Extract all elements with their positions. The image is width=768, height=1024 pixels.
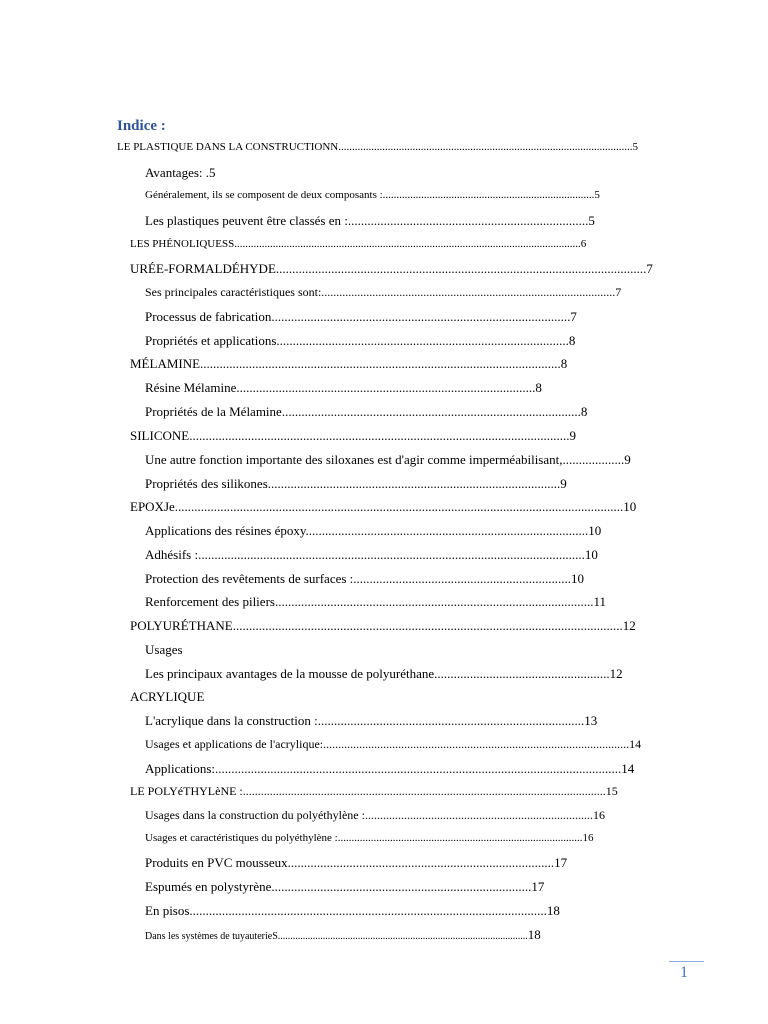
toc-entry-page: 14 [621, 761, 635, 776]
dot-leader: ................................................................... [353, 571, 572, 586]
dot-leader: .................................................................................................. [274, 594, 594, 609]
dot-leader: ............................................................................ [364, 808, 593, 822]
toc-entry-page: 5 [588, 213, 595, 228]
toc-entry-title: LES PHÉNOLIQUESS [130, 238, 235, 250]
toc-entry[interactable] [145, 666, 644, 682]
toc-entry-title: Protection des revêtements de surfaces : [145, 571, 354, 586]
dot-leader: ............................................................................................................. [192, 903, 547, 918]
dot-leader: ............................................................................................ [236, 380, 536, 395]
toc-entry[interactable] [130, 689, 330, 705]
toc-entry-title: Ses principales caractéristiques sont: [145, 285, 322, 299]
toc-entry[interactable] [145, 213, 637, 229]
toc-entry[interactable] [145, 380, 614, 396]
dot-leader: .......................................................................................... [276, 333, 569, 348]
toc-entry-page: 16 [592, 808, 605, 822]
toc-entry-page: 6 [580, 238, 587, 250]
toc-entry[interactable] [145, 927, 656, 943]
toc-entry-title: URÉE-FORMALDÉHYDE [130, 261, 276, 276]
dot-leader: .................................................................................................. [321, 285, 616, 299]
toc-entry-page: 18 [527, 927, 541, 942]
toc-entry[interactable] [145, 452, 654, 468]
toc-entry-title: Renforcement des piliers [145, 594, 275, 609]
toc-entry[interactable] [145, 523, 614, 539]
toc-entry[interactable] [145, 309, 621, 325]
dot-leader: ................................................................................ [271, 879, 532, 894]
toc-entry-title: ACRYLIQUE [130, 689, 205, 704]
dot-leader: ....................................................................................... [305, 523, 589, 538]
toc-entry-page: 5 [594, 189, 600, 201]
toc-entry-page: 9 [569, 428, 576, 443]
toc-entry-page: 7 [570, 309, 577, 324]
toc-entry[interactable] [130, 238, 674, 251]
toc-entry[interactable] [145, 903, 609, 919]
toc-entry-title: Avantages: .5 [145, 165, 216, 180]
toc-entry[interactable] [145, 333, 608, 349]
toc-entry-title: MÉLAMINE [130, 356, 201, 371]
toc-entry-title: Applications: [145, 761, 216, 776]
toc-entry-page: 15 [605, 784, 618, 798]
toc-entry[interactable] [145, 879, 605, 895]
toc-entry[interactable] [145, 476, 596, 492]
toc-entry[interactable] [130, 499, 671, 515]
toc-entry[interactable] [145, 165, 345, 181]
dot-leader: ......................................................................................................................... [242, 784, 606, 798]
toc-entry-title: Les plastiques peuvent être classés en : [145, 213, 348, 228]
toc-entry[interactable] [145, 189, 639, 202]
footer-divider [669, 961, 704, 962]
toc-entry-title: Adhésifs : [145, 547, 199, 562]
toc-entry-page: 8 [560, 356, 568, 371]
toc-entry-page: 5 [632, 141, 638, 153]
dot-leader: .................................................................................. [287, 855, 555, 870]
dot-leader: .................................................................................................... [277, 931, 528, 942]
toc-entry-title: POLYURÉTHANE [130, 618, 233, 633]
toc-entry[interactable] [145, 642, 245, 658]
dot-leader: ....................................................................................................................... [198, 547, 585, 562]
toc-entry-page: 10 [623, 499, 637, 514]
toc-entry-page: 12 [622, 618, 636, 633]
toc-entry-title: L'acrylique dans la construction : [145, 713, 318, 728]
toc-entry-page: 7 [646, 261, 653, 276]
toc-entry-page: 9 [624, 452, 631, 467]
toc-entry-page: 17 [531, 879, 545, 894]
toc-entry[interactable] [117, 141, 703, 154]
toc-entry[interactable] [130, 618, 686, 634]
toc-entry[interactable] [145, 547, 655, 563]
toc-entry-page: 13 [584, 713, 598, 728]
toc-entry-title: Usages et applications de l'acrylique: [145, 737, 324, 751]
toc-entry-page: 18 [546, 903, 560, 918]
dot-leader: ................... [562, 452, 625, 467]
toc-entry-title: Usages [145, 642, 183, 657]
toc-entry[interactable] [130, 356, 620, 372]
toc-entry-title: Usages et caractéristiques du polyéthylène : [145, 832, 338, 844]
dot-leader: ........................................................................................... [285, 404, 581, 419]
toc-entry[interactable] [145, 832, 658, 845]
dot-leader: .......................................................................... [347, 213, 589, 228]
toc-entry-page: 14 [629, 737, 642, 751]
toc-entry-title: Généralement, ils se composent de deux composants : [145, 189, 383, 201]
dot-leader: .................................................................................. [317, 713, 585, 728]
toc-entry[interactable] [145, 713, 636, 729]
toc-entry[interactable] [145, 808, 644, 822]
dot-leader: ...................................................... [434, 666, 610, 681]
toc-entry-page: 11 [593, 594, 606, 609]
toc-entry-title: Propriétés des silikones [145, 476, 268, 491]
toc-entry-title: Propriétés de la Mélamine. [145, 404, 286, 419]
toc-entry-title: EPOXJe [130, 499, 175, 514]
toc-entry-page: 10 [571, 571, 585, 586]
dot-leader: ............................................................................. [382, 189, 595, 201]
toc-entry[interactable] [145, 571, 604, 587]
toc-entry-title: Propriétés et applications [145, 333, 277, 348]
toc-entry-title: Espumés en polystyrène [145, 879, 272, 894]
toc-entry-page: 8 [580, 404, 588, 419]
dot-leader: .......................................................................................... [267, 476, 561, 491]
dot-leader: ..................................................................................................................... [189, 428, 570, 443]
dot-leader: ............................................................................................................... [200, 356, 561, 371]
toc-entry-title: Dans les systèmes de tuyauterieS [145, 931, 278, 942]
dot-leader: .................................................................................................................. [275, 261, 647, 276]
dot-leader: .............................................................................................................................. [234, 238, 581, 250]
toc-entry-page: 8 [535, 380, 542, 395]
dot-leader: ......................................................................................... [337, 832, 583, 844]
toc-entry-title: Usages dans la construction du polyéthylène : [145, 808, 365, 822]
toc-entry-page: 12 [609, 666, 623, 681]
toc-entry[interactable] [145, 404, 607, 420]
toc-entry-title: Applications des résines époxy [145, 523, 306, 538]
toc-entry[interactable] [145, 855, 608, 871]
toc-entry-title: Les principaux avantages de la mousse de polyuréthane [145, 666, 435, 681]
toc-entry-page: 9 [560, 476, 567, 491]
toc-entry-title: SILICONE [130, 428, 190, 443]
toc-entry-title: LE POLYéTHYLèNE : [130, 784, 243, 798]
toc-entry-title: Processus de fabrication [145, 309, 272, 324]
toc-entry-title: Produits en PVC mousseux [145, 855, 288, 870]
toc-entry[interactable] [145, 737, 658, 751]
dot-leader: ............................................................................................................................. [215, 761, 622, 776]
toc-entry[interactable] [130, 784, 649, 798]
toc-entry-title: Résine Mélamine [145, 380, 237, 395]
toc-entry-page: 8 [568, 333, 576, 348]
toc-entry-page: 16 [582, 832, 594, 844]
toc-entry-page: 7 [615, 285, 622, 299]
toc-entry-title: Une autre fonction importante des siloxanes est d'agir comme imperméabilisant, [145, 452, 563, 467]
dot-leader: .......................................................................................................................................... [174, 499, 624, 514]
dot-leader: ........................................................................................................... [338, 141, 633, 153]
toc-entry[interactable] [130, 261, 684, 277]
toc-entry[interactable] [130, 428, 666, 444]
toc-entry[interactable] [145, 594, 636, 610]
toc-entry-title: En pisos. [145, 903, 193, 918]
toc-entry[interactable] [145, 761, 663, 777]
toc-entry-page: 10 [584, 547, 598, 562]
dot-leader: ........................................................................................................................ [232, 618, 623, 633]
dot-leader: ...................................................................................................... [323, 737, 630, 751]
toc-entry-page: 17 [554, 855, 568, 870]
toc-entry-title: LE PLASTIQUE DANS LA CONSTRUCTIONN [117, 141, 339, 153]
toc-entry[interactable] [145, 285, 654, 299]
page-number: 1 [680, 964, 688, 981]
dot-leader: ............................................................................................ [271, 309, 571, 324]
toc-heading: Indice : [117, 118, 166, 134]
toc-entry-page: 10 [588, 523, 602, 538]
